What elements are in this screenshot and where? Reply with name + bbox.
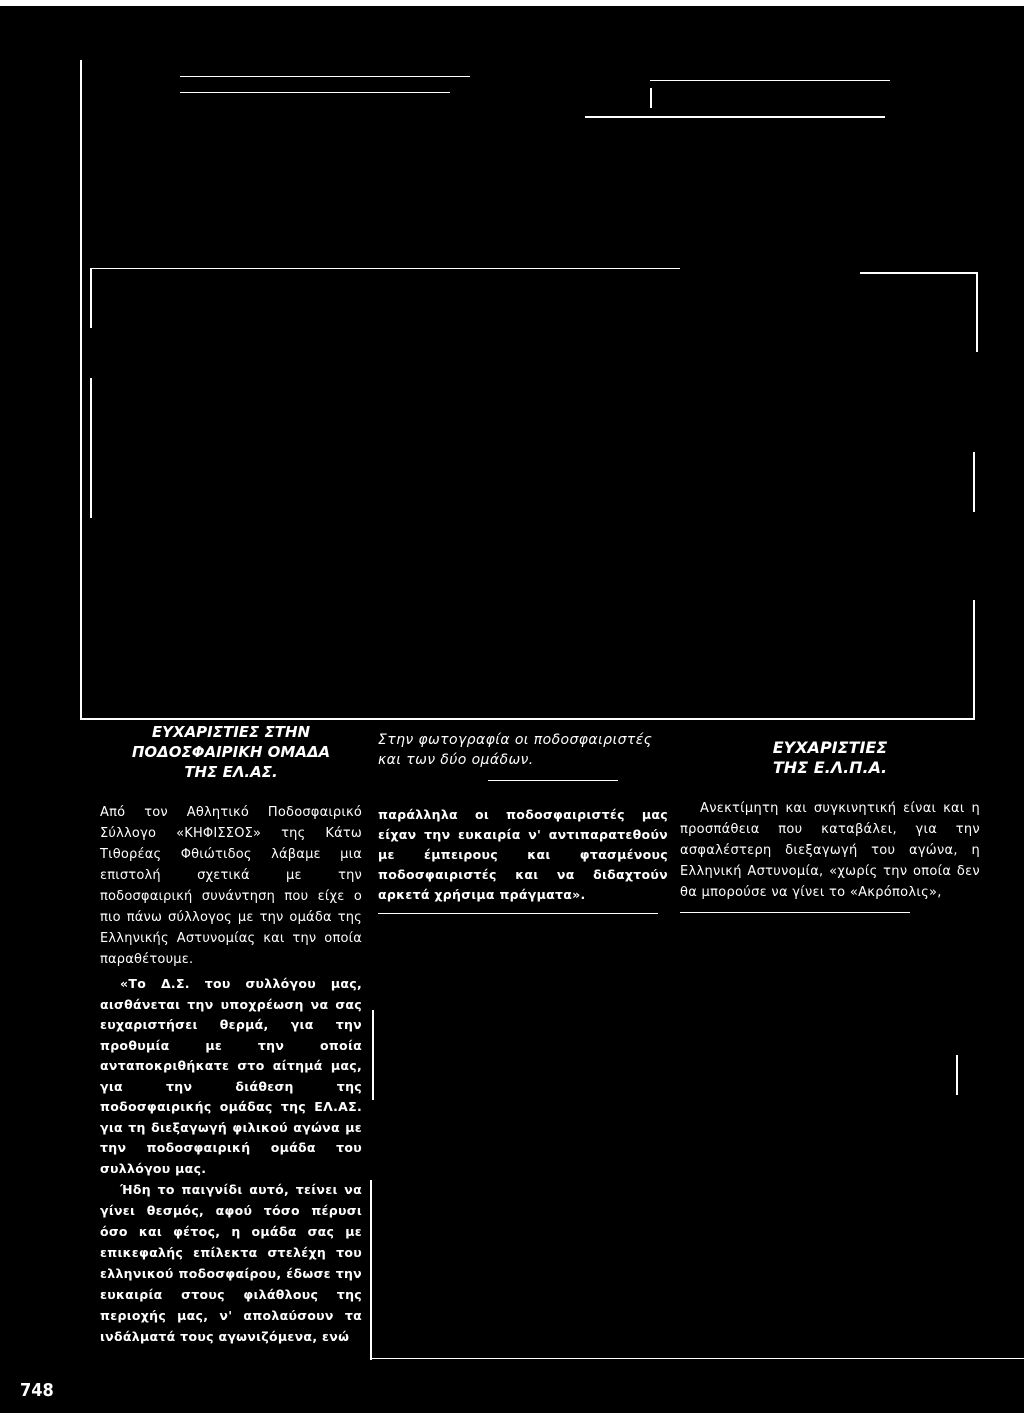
heading-line: ΕΥΧΑΡΙΣΤΙΕΣ ΣΤΗΝ xyxy=(151,723,311,741)
team-photograph xyxy=(80,60,975,720)
heading-line: ΠΟΔΟΣΦΑΙΡΙΚΗ ΟΜΑΔΑ xyxy=(131,743,331,761)
heading-line: ΤΗΣ Ε.Λ.Π.Α. xyxy=(772,758,888,777)
letter-continuation: παράλληλα οι ποδοσφαιριστές μας είχαν την ευκαιρία ν' αντιπαρατεθούν με έμπειρους και φτασμένους ποδοσφαιριστές και να διδαχτούν αρκετά χρήσιμα πράγματα». xyxy=(378,807,668,902)
middle-column xyxy=(378,730,668,914)
page-number: 748 xyxy=(20,1380,54,1401)
right-column xyxy=(680,738,980,913)
column-rule xyxy=(372,1010,374,1100)
page-top-edge xyxy=(0,0,1024,6)
article-heading-elpa xyxy=(680,738,980,778)
letter-paragraph-2: Ήδη το παιγνίδι αυτό, τείνει να γίνει θεσμός, αφού τόσο πέρυσι όσο και φέτος, η ομάδα σας με επικεφαλής επίλεκτα στελέχη του ελληνικού ποδοσφαίρου, έδωσε την ευκαιρία στους φιλάθλους της περιοχής μας, ν' απολαύσουν τα ινδάλματά τους αγωνιζόμενα, ενώ xyxy=(100,1182,362,1344)
edge-rule xyxy=(956,1055,958,1095)
intro-paragraph: Από τον Αθλητικό Ποδοσφαιρικό Σύλλογο «ΚΗΦΙΣΣΟΣ» της Κάτω Τιθορέας Φθιώτιδος λάβαμε μια επιστολή σχετικά με την ποδοσφαιρική συνάντηση που είχε ο πιο πάνω σύλλογος με την ομάδα της Ελληνικής Αστυνομίας και την οποία παραθέτουμε. xyxy=(100,805,362,967)
heading-line: ΕΥΧΑΡΙΣΤΙΕΣ xyxy=(772,738,888,757)
photo-caption: Στην φωτογραφία οι ποδοσφαιριστές και των δύο ομάδων. xyxy=(378,732,653,768)
elpa-paragraph: Ανεκτίμητη και συγκινητική είναι και η προσπάθεια που καταβάλει, για την ασφαλέστερη διεξαγωγή του αγώνα, η Ελληνική Αστυνομία, «χωρίς την οποία δεν θα μπορούσε να γίνει το «Ακρόπολις», xyxy=(680,801,980,900)
heading-line: ΤΗΣ ΕΛ.ΑΣ. xyxy=(184,763,278,781)
column-rule xyxy=(370,1180,372,1360)
column-divider xyxy=(378,913,658,914)
left-column xyxy=(100,722,362,1347)
caption-divider xyxy=(488,780,618,781)
article-heading-police-team xyxy=(100,722,362,782)
letter-paragraph-1: «Το Δ.Σ. του συλλόγου μας, αισθάνεται την υποχρέωση να σας ευχαριστήσει θερμά, για την προθυμία με την οποία ανταποκριθήκατε στο αίτημά μας, για την διάθεση της ποδοσφαιρικής ομάδας της ΕΛ.ΑΣ. για τη διεξαγωγή φιλικού αγώνα με την ποδοσφαιρική ομάδα του συλλόγου μας. xyxy=(100,976,362,1176)
column-divider xyxy=(680,912,910,913)
bottom-rule xyxy=(370,1358,1024,1359)
